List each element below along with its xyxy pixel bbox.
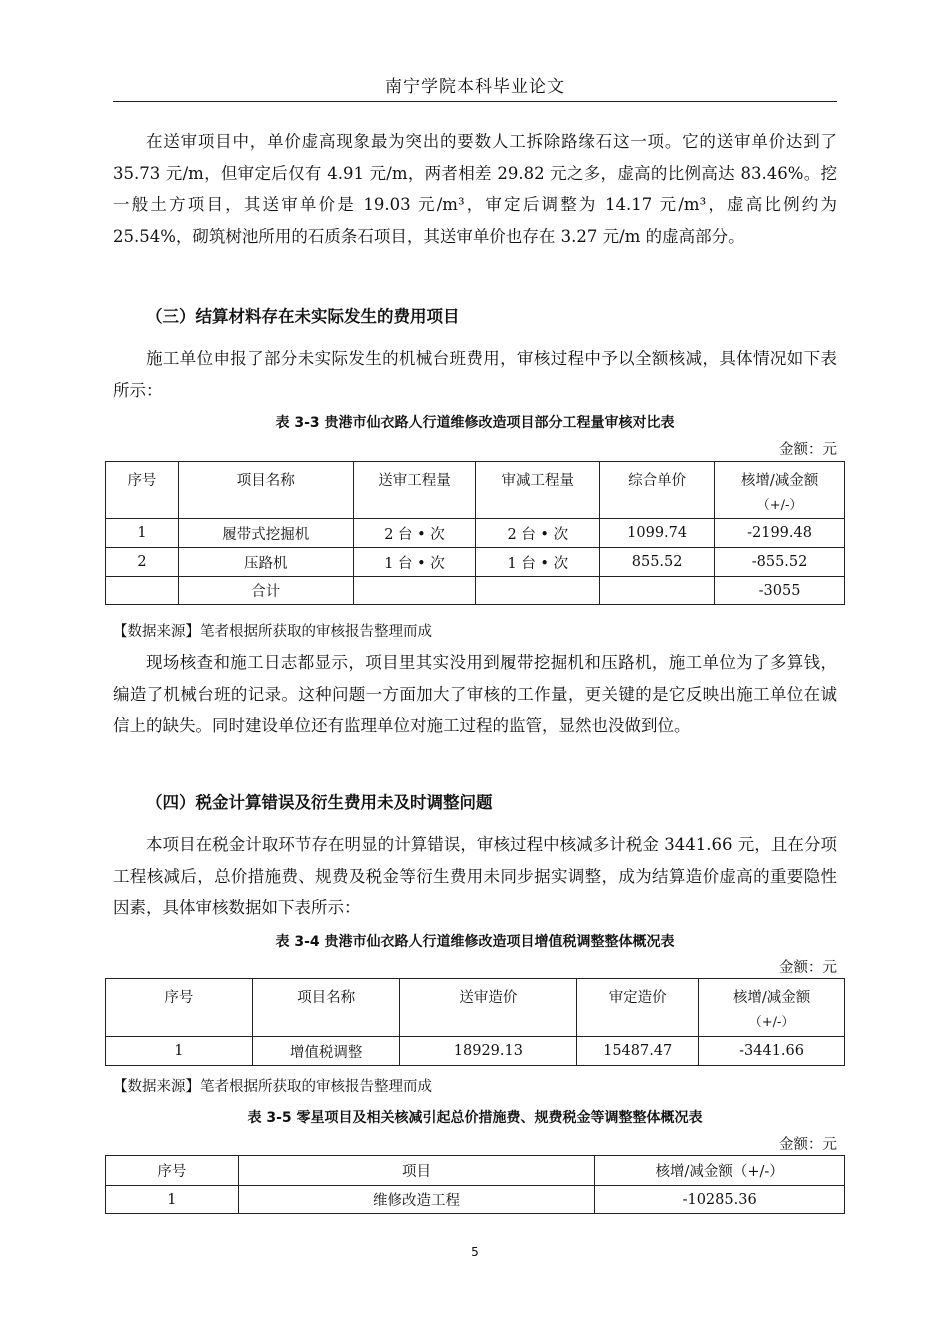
col-header: 综合单价 [600, 462, 715, 519]
table-cell: 压路机 [178, 548, 353, 577]
table-row [106, 548, 845, 577]
col-header: 送审工程量 [353, 462, 476, 519]
table-cell: 18929.13 [400, 1037, 577, 1066]
table-cell: 1099.74 [600, 519, 715, 548]
table-cell: 维修改造工程 [238, 1186, 594, 1214]
table-cell: 855.52 [600, 548, 715, 577]
source-note: 【数据来源】笔者根据所获取的审核报告整理而成 [113, 1079, 432, 1095]
table-3-5 [105, 1155, 845, 1214]
table-total-row [106, 577, 845, 605]
section-heading-3: （三）结算材料存在未实际发生的费用项目 [146, 307, 460, 326]
paragraph-machinery: 施工单位申报了部分未实际发生的机械台班费用，审核过程中予以全额核减，具体情况如下表所示： [113, 349, 837, 400]
col-header: 项目名称 [252, 979, 400, 1037]
table-cell: -2199.48 [715, 519, 845, 548]
table-3-4 [105, 978, 845, 1066]
table-3-3-caption: 表 3-3 贵港市仙衣路人行道维修改造项目部分工程量审核对比表 [275, 415, 675, 431]
table-row [106, 519, 845, 548]
paragraph-tax: 本项目在税金计取环节存在明显的计算错误，审核过程中核减多计税金 3441.66 元，且在分项工程核减后，总价措施费、规费及税金等衍生费用未同步据实调整，成为结算造价虚高的重要隐性因素，具体审核数据如下表所示： [113, 835, 837, 917]
unit-label: 金额：元 [779, 442, 837, 458]
table-3-5-caption: 表 3-5 零星项目及相关核减引起总价措施费、规费税金等调整整体概况表 [247, 1110, 703, 1126]
col-header: 核增/减金额（+/-） [595, 1156, 845, 1186]
table-header-row [106, 462, 845, 519]
table-cell: 15487.47 [577, 1037, 699, 1066]
col-header-sub: （+/-） [756, 498, 803, 513]
col-header-label: 核增/减金额 [740, 473, 819, 489]
page-number: 5 [471, 1245, 479, 1259]
page-header: 南宁学院本科毕业论文 [385, 77, 565, 97]
paragraph-unit-price: 在送审项目中，单价虚高现象最为突出的要数人工拆除路缘石这一项。它的送审单价达到了 35.73 元/m，但审定后仅有 4.91 元/m，两者相差 29.82 元之多，虚高的比例高达 83.46%。挖一般土方项目，其送审单价是 19.03 元/m³，审定后调整为 14.17 元/m³，虚高比例约为 25.54%，砌筑树池所用的石质条石项目，其送审单价也存在 3.27 元/m 的虚高部分。 [113, 132, 837, 246]
table-3-3 [105, 461, 845, 605]
table-cell: 1 [106, 1037, 253, 1066]
table-cell [106, 577, 179, 605]
col-header [715, 462, 845, 519]
table-cell: -3441.66 [699, 1037, 845, 1066]
unit-label: 金额：元 [779, 960, 837, 976]
total-label: 合计 [178, 577, 353, 605]
table-cell: 增值税调整 [252, 1037, 400, 1066]
col-header: 项目 [238, 1156, 594, 1186]
col-header: 项目名称 [178, 462, 353, 519]
col-header: 序号 [106, 979, 253, 1037]
table-cell: 1 台 • 次 [353, 548, 476, 577]
source-note: 【数据来源】笔者根据所获取的审核报告整理而成 [113, 624, 432, 640]
col-header-sub: （+/-） [748, 1015, 795, 1030]
table-cell [476, 577, 600, 605]
table-cell: 2 台 • 次 [353, 519, 476, 548]
table-row [106, 1037, 845, 1066]
header-rule [113, 101, 837, 102]
table-cell: 1 [106, 519, 179, 548]
table-3-4-caption: 表 3-4 贵港市仙衣路人行道维修改造项目增值税调整整体概况表 [275, 934, 675, 950]
section-heading-4: （四）税金计算错误及衍生费用未及时调整问题 [146, 793, 493, 812]
table-cell: 1 台 • 次 [476, 548, 600, 577]
table-header-row [106, 979, 845, 1037]
table-cell: 履带式挖掘机 [178, 519, 353, 548]
col-header: 审减工程量 [476, 462, 600, 519]
table-cell: -855.52 [715, 548, 845, 577]
col-header [699, 979, 845, 1037]
table-cell [600, 577, 715, 605]
table-header-row [106, 1156, 845, 1186]
col-header: 序号 [106, 462, 179, 519]
table-cell: 2 台 • 次 [476, 519, 600, 548]
paragraph-site-check: 现场核查和施工日志都显示，项目里其实没用到履带挖掘机和压路机，施工单位为了多算钱，编造了机械台班的记录。这种问题一方面加大了审核的工作量，更关键的是它反映出施工单位在诚信上的缺失。同时建设单位还有监理单位对施工过程的监管，显然也没做到位。 [113, 653, 837, 735]
table-cell: -10285.36 [595, 1186, 845, 1214]
table-cell: 1 [106, 1186, 239, 1214]
col-header-label: 核增/减金额 [732, 990, 811, 1006]
col-header: 审定造价 [577, 979, 699, 1037]
table-cell [353, 577, 476, 605]
col-header: 序号 [106, 1156, 239, 1186]
total-value: -3055 [715, 577, 845, 605]
table-cell: 2 [106, 548, 179, 577]
unit-label: 金额：元 [779, 1137, 837, 1153]
col-header: 送审造价 [400, 979, 577, 1037]
table-row [106, 1186, 845, 1214]
